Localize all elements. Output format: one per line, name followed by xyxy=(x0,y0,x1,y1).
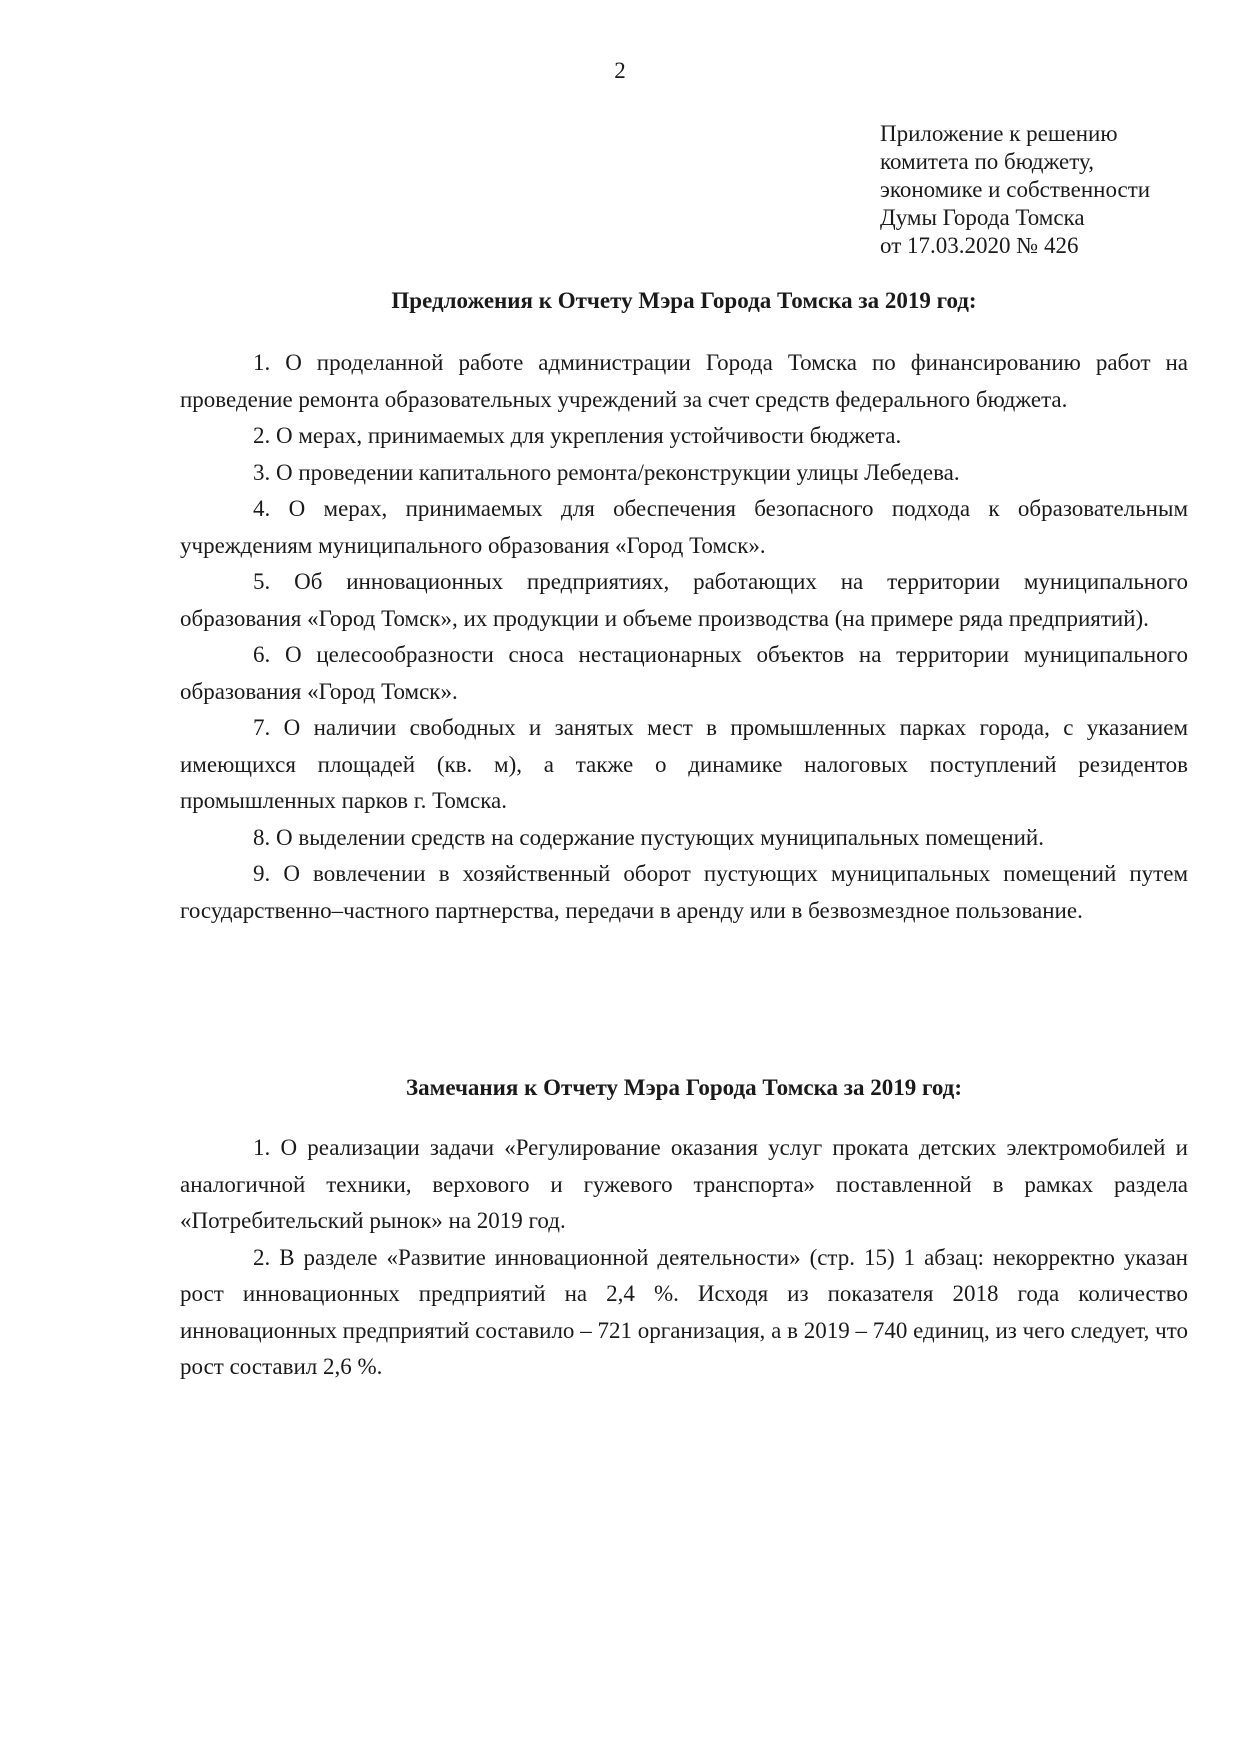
appendix-line: Думы Города Томска xyxy=(880,205,1085,230)
proposal-item: 8. О выделении средств на содержание пустующих муниципальных помещений. xyxy=(253,824,1044,850)
proposal-item: 9. О вовлечении в хозяйственный оборот пустующих муниципальных помещений путем государственно–частного партнерства, передачи в аренду или в безвозмездное пользование. xyxy=(180,861,1188,923)
page-number: 2 xyxy=(614,58,626,83)
remark-item: 1. О реализации задачи «Регулирование оказания услуг проката детских электромобилей и аналогичной техники, верхового и гужевого транспорта» поставленной в рамках раздела «Потребительский рынок» на 2019 год. xyxy=(180,1135,1188,1233)
proposal-item: 6. О целесообразности сноса нестационарных объектов на территории муниципального образования «Город Томск». xyxy=(180,642,1188,704)
appendix-line: от 17.03.2020 № 426 xyxy=(880,233,1079,258)
proposals-list xyxy=(180,345,1188,929)
proposal-item: 4. О мерах, принимаемых для обеспечения безопасного подхода к образовательным учреждениям муниципального образования «Город Томск». xyxy=(180,496,1188,558)
remark-item: 2. В разделе «Развитие инновационной деятельности» (стр. 15) 1 абзац: некорректно указан рост инновационных предприятий на 2,4 %. Исходя из показателя 2018 года количество инновационных предприятий составило – 721 организация, а в 2019 – 740 единиц, из чего следует, что рост составил 2,6 %. xyxy=(180,1244,1188,1379)
proposal-item: 1. О проделанной работе администрации Города Томска по финансированию работ на проведение ремонта образовательных учреждений за счет средств федерального бюджета. xyxy=(180,350,1188,412)
proposals-title: Предложения к Отчету Мэра Города Томска за 2019 год: xyxy=(391,288,977,313)
proposal-item: 5. Об инновационных предприятиях, работающих на территории муниципального образования «Город Томск», их продукции и объеме производства (на примере ряда предприятий). xyxy=(180,569,1188,631)
appendix-line: Приложение к решению xyxy=(880,121,1118,146)
proposal-item: 7. О наличии свободных и занятых мест в промышленных парках города, с указанием имеющихся площадей (кв. м), а также о динамике налоговых поступлений резидентов промышленных парков г. Томска. xyxy=(180,715,1188,813)
appendix-line: экономике и собственности xyxy=(880,177,1151,202)
remarks-list xyxy=(180,1130,1188,1386)
appendix-line: комитета по бюджету, xyxy=(880,149,1094,174)
proposal-item: 2. О мерах, принимаемых для укрепления устойчивости бюджета. xyxy=(253,423,902,448)
remarks-title: Замечания к Отчету Мэра Города Томска за 2019 год: xyxy=(406,1075,962,1100)
proposal-item: 3. О проведении капитального ремонта/реконструкции улицы Лебедева. xyxy=(253,459,960,485)
appendix-block xyxy=(880,120,1150,260)
